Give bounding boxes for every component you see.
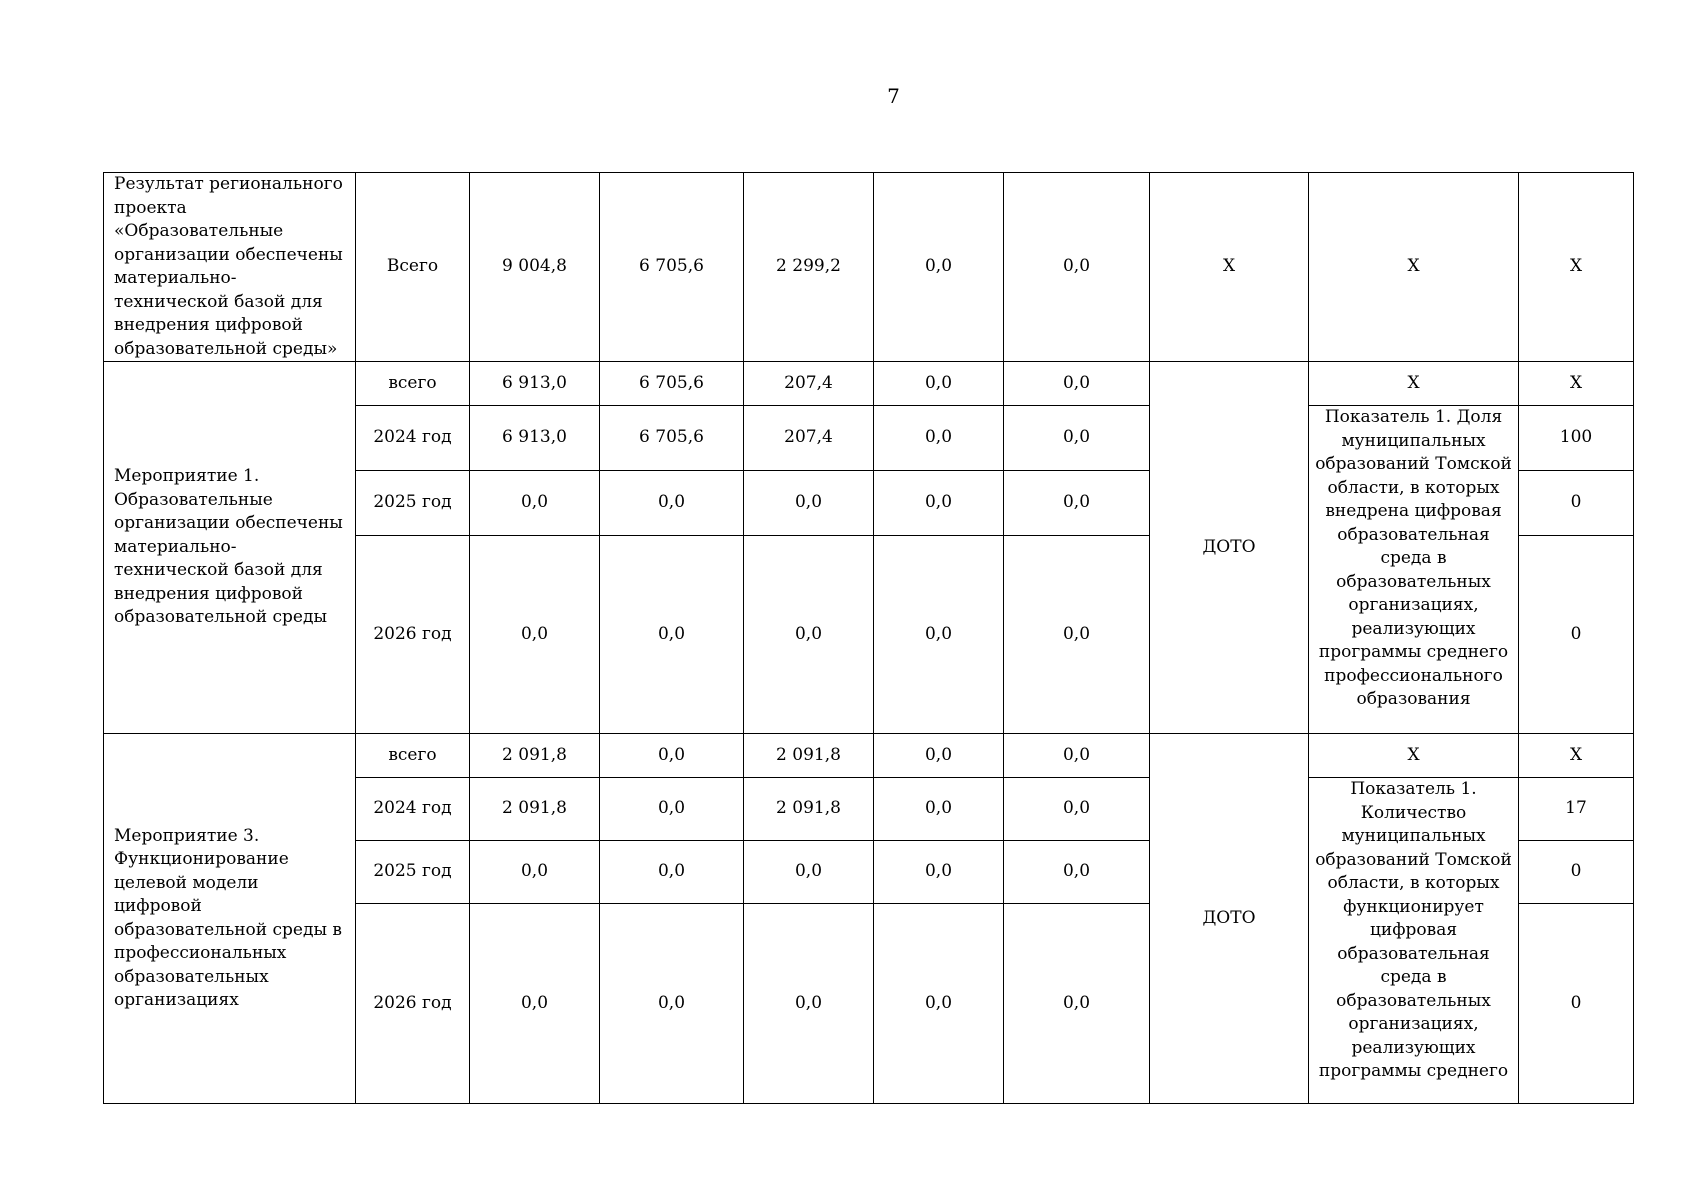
value-cell: X bbox=[1519, 362, 1634, 406]
value-cell: 0 bbox=[1519, 536, 1634, 734]
amount-cell: 0,0 bbox=[1004, 173, 1150, 362]
amount-cell: 2 091,8 bbox=[744, 734, 874, 778]
indicator-cell: X bbox=[1309, 362, 1519, 406]
amount-cell: 0,0 bbox=[1004, 778, 1150, 841]
amount-cell: 6 705,6 bbox=[600, 173, 744, 362]
amount-cell: 0,0 bbox=[744, 904, 874, 1104]
value-cell: X bbox=[1519, 173, 1634, 362]
table-row-result bbox=[104, 173, 1634, 362]
amount-cell: 0,0 bbox=[1004, 841, 1150, 904]
period-cell: Всего bbox=[356, 173, 470, 362]
table-row bbox=[104, 734, 1634, 778]
period-cell: 2024 год bbox=[356, 778, 470, 841]
period-cell: 2025 год bbox=[356, 471, 470, 536]
amount-cell: 2 091,8 bbox=[470, 734, 600, 778]
period-cell: всего bbox=[356, 362, 470, 406]
amount-cell: 0,0 bbox=[600, 536, 744, 734]
row-label: Результат регионального проекта «Образовательные организации обеспечены материально-технической базой для внедрения цифровой образовательной среды» bbox=[104, 173, 356, 362]
value-cell: X bbox=[1519, 734, 1634, 778]
executor-cell: ДОТО bbox=[1150, 362, 1309, 734]
indicator-cell: Показатель 1. Количество муниципальных образований Томской области, в которых функционирует цифровая образовательная среда в образовательных организациях, реализующих программы среднего bbox=[1309, 778, 1519, 1104]
amount-cell: 0,0 bbox=[1004, 536, 1150, 734]
indicator-cell: Показатель 1. Доля муниципальных образований Томской области, в которых внедрена цифровая образовательная среда в образовательных организациях, реализующих программы среднего профессионального образования bbox=[1309, 406, 1519, 734]
amount-cell: 0,0 bbox=[744, 536, 874, 734]
amount-cell: 2 091,8 bbox=[470, 778, 600, 841]
amount-cell: 0,0 bbox=[874, 536, 1004, 734]
amount-cell: 0,0 bbox=[600, 841, 744, 904]
value-cell: 100 bbox=[1519, 406, 1634, 471]
amount-cell: 0,0 bbox=[470, 841, 600, 904]
table-row bbox=[104, 362, 1634, 406]
row-label: Мероприятие 1. Образовательные организации обеспечены материально-технической базой для внедрения цифровой образовательной среды bbox=[104, 362, 356, 734]
period-cell: 2026 год bbox=[356, 904, 470, 1104]
amount-cell: 0,0 bbox=[600, 778, 744, 841]
amount-cell: 6 705,6 bbox=[600, 362, 744, 406]
period-cell: 2026 год bbox=[356, 536, 470, 734]
amount-cell: 0,0 bbox=[1004, 406, 1150, 471]
amount-cell: 6 913,0 bbox=[470, 406, 600, 471]
value-cell: 0 bbox=[1519, 904, 1634, 1104]
row-label: Мероприятие 3. Функционирование целевой модели цифровой образовательной среды в профессиональных образовательных организациях bbox=[104, 734, 356, 1104]
amount-cell: 2 091,8 bbox=[744, 778, 874, 841]
amount-cell: 0,0 bbox=[874, 173, 1004, 362]
amount-cell: 0,0 bbox=[874, 471, 1004, 536]
indicator-cell: X bbox=[1309, 173, 1519, 362]
period-cell: 2024 год bbox=[356, 406, 470, 471]
amount-cell: 0,0 bbox=[1004, 734, 1150, 778]
amount-cell: 0,0 bbox=[874, 734, 1004, 778]
period-cell: всего bbox=[356, 734, 470, 778]
amount-cell: 0,0 bbox=[874, 778, 1004, 841]
amount-cell: 0,0 bbox=[600, 471, 744, 536]
amount-cell: 207,4 bbox=[744, 406, 874, 471]
page-number: 7 bbox=[887, 84, 900, 108]
budget-table bbox=[103, 172, 1634, 1104]
value-cell: 17 bbox=[1519, 778, 1634, 841]
amount-cell: 0,0 bbox=[744, 841, 874, 904]
amount-cell: 0,0 bbox=[1004, 362, 1150, 406]
amount-cell: 0,0 bbox=[600, 904, 744, 1104]
amount-cell: 6 705,6 bbox=[600, 406, 744, 471]
executor-cell: X bbox=[1150, 173, 1309, 362]
indicator-cell: X bbox=[1309, 734, 1519, 778]
amount-cell: 9 004,8 bbox=[470, 173, 600, 362]
amount-cell: 0,0 bbox=[1004, 471, 1150, 536]
amount-cell: 0,0 bbox=[874, 841, 1004, 904]
value-cell: 0 bbox=[1519, 841, 1634, 904]
amount-cell: 0,0 bbox=[874, 904, 1004, 1104]
amount-cell: 0,0 bbox=[600, 734, 744, 778]
amount-cell: 0,0 bbox=[744, 471, 874, 536]
value-cell: 0 bbox=[1519, 471, 1634, 536]
amount-cell: 0,0 bbox=[470, 471, 600, 536]
amount-cell: 2 299,2 bbox=[744, 173, 874, 362]
executor-cell: ДОТО bbox=[1150, 734, 1309, 1104]
amount-cell: 207,4 bbox=[744, 362, 874, 406]
period-cell: 2025 год bbox=[356, 841, 470, 904]
amount-cell: 0,0 bbox=[470, 536, 600, 734]
amount-cell: 6 913,0 bbox=[470, 362, 600, 406]
amount-cell: 0,0 bbox=[874, 406, 1004, 471]
amount-cell: 0,0 bbox=[1004, 904, 1150, 1104]
amount-cell: 0,0 bbox=[470, 904, 600, 1104]
amount-cell: 0,0 bbox=[874, 362, 1004, 406]
